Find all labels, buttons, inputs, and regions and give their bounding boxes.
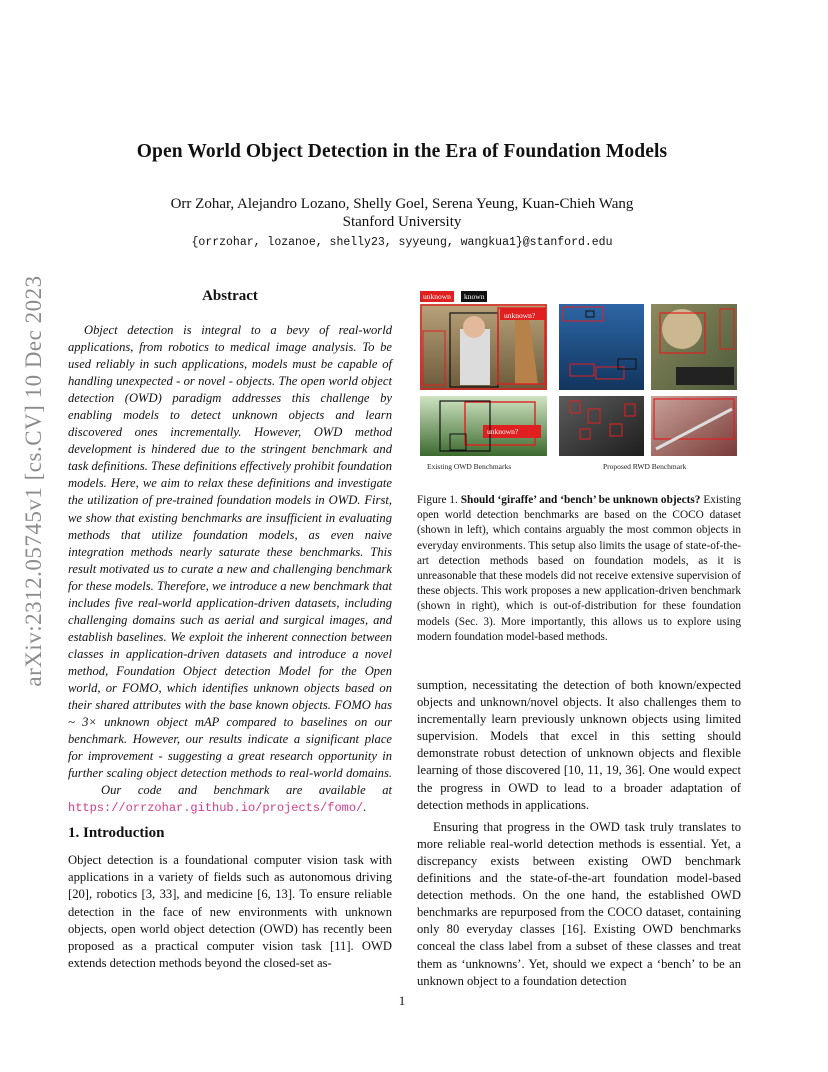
paper-title: Open World Object Detection in the Era of Foundation Models — [136, 141, 668, 162]
abstract-text: Object detection is integral to a bevy of real-world applications, from robotics to medical image analysis. To be used reliably in such applications, models must be capable of handling unexpected - or novel - objects. The open world object detection (OWD) paradigm addresses this challenge by enabling models to detect unknown objects and learn discovered ones incrementally. However, OWD method development is hindered due to the stringent benchmark and task definitions. These definitions effectively prohibit foundation models. Here, we aim to relax these definitions and investigate the utilization of pre-trained foundation models in OWD. First, we show that existing benchmarks are insufficient in evaluating methods that utilize foundation models, as even naive integration methods nearly saturate these benchmarks. This result motivated us to curate a new and challenging benchmark for these models. Therefore, we introduce a new benchmark that includes five real-world application-driven datasets, including challenging domains such as aerial and surgical images, and establish baselines. We exploit the inherent connection between classes in application-driven datasets and introduce a novel method, Foundation Object detection Model for the Open world, or FOMO, which identifies unknown objects based on their shared attributes with the base known objects. FOMO has ~ 3× unknown object mAP compared to baselines on our benchmark. However, our results indicate a significant place for improvement - suggesting a great research opportunity in further scaling object detection methods to real-world domains. — [68, 323, 392, 781]
box-label-unknown-1: unknown? — [504, 311, 536, 320]
figure-right-label: Proposed RWD Benchmark — [603, 462, 687, 471]
abstract-code-text: Our code and benchmark are available at — [101, 783, 393, 798]
rwd-image-aerial — [651, 304, 737, 390]
rwd-image-surgical — [651, 396, 737, 456]
project-url-link[interactable]: https://orrzohar.github.io/projects/fomo/ — [68, 801, 364, 816]
author-list: Orr Zohar, Alejandro Lozano, Shelly Goel, Serena Yeung, Kuan-Chieh Wang — [170, 196, 634, 212]
abstract-heading: Abstract — [202, 288, 258, 304]
tag-unknown: unknown — [420, 291, 454, 302]
figure-images — [420, 289, 741, 475]
author-emails: {orrzohar, lozanoe, shelly23, syyeung, wangkua1}@stanford.edu — [191, 236, 613, 249]
right-paragraph-1: sumption, necessitating the detection of both known/expected objects and unknown/novel objects. It also challenges them to incrementally learn previously unknown objects using limited supervision. Models that excel in this setting should demonstrate robust detection of unknown objects and flexible learning of those discovered [10, 11, 19, 36]. One would expect the progress in OWD to lead to a broader adaptation of detection methods in applications. — [417, 678, 741, 812]
caption-bold: Should ‘giraffe’ and ‘bench’ be unknown objects? — [460, 494, 701, 506]
rwd-image-aquarium — [559, 304, 644, 390]
caption-prefix: Figure 1. — [417, 494, 458, 506]
box-label-unknown-2: unknown? — [487, 427, 519, 436]
right-paragraph-2: Ensuring that progress in the OWD task truly translates to more reliable real-world detection methods is essential. Yet, a discrepancy exists between existing OWD benchmark definitions and the state-of-the-art foundation model-based detection methods. On the one hand, the established OWD benchmarks are repurposed from the COCO dataset, containing only 80 everyday classes [16]. Existing OWD benchmarks conceal the class label from a subset of these classes and treat them as ‘unknowns’. Yet, should we expect a ‘bench’ to be an unknown object to a foundation detection — [417, 819, 741, 988]
arxiv-identifier: arXiv:2312.05745v1 [cs.CV] 10 Dec 2023 — [21, 275, 46, 687]
figure-1 — [420, 289, 741, 475]
page-number: 1 — [398, 993, 406, 1008]
intro-heading: 1. Introduction — [68, 825, 165, 841]
right-column-body — [417, 677, 741, 990]
figure-left-label: Existing OWD Benchmarks — [427, 462, 512, 471]
intro-body: Object detection is a foundational computer vision task with applications in a variety of fields such as autonomous driving [20], robotics [3, 33], and medicine [6, 13]. To ensure reliable detection in the face of new environments with unknown objects, open world object detection (OWD) has recently been proposed as a practical computer vision task [11]. OWD extends detection methods beyond the closed-set as- — [68, 853, 392, 971]
tag-known: known — [461, 291, 487, 302]
figure-caption — [417, 493, 741, 645]
affiliation: Stanford University — [342, 214, 462, 230]
rwd-image-xray — [559, 396, 644, 456]
abstract-body: Object detection is integral to a bevy of real-world applications, from robotics to medical image analysis. To be used reliably in such applications, models must be capable of handling unexpected - or novel - objects. The open world object detection (OWD) paradigm addresses this challenge by enabling models to detect unknown objects and learn discovered ones incrementally. However, OWD method development is hindered due to the stringent benchmark and task definitions. These definitions effectively prohibit foundation models. Here, we aim to relax these definitions and investigate the utilization of pre-trained foundation models in OWD. First, we show that existing benchmarks are insufficient in evaluating methods that utilize foundation models, as even naive integration methods nearly saturate these benchmarks. This result motivated us to curate a new and challenging benchmark for these models. Therefore, we introduce a new benchmark that includes five real-world application-driven datasets, including challenging domains such as aerial and surgical images, and establish baselines. We exploit the inherent connection between classes in application-driven datasets and introduce a novel method, Foundation Object detection Model for the Open world, or FOMO, which identifies unknown objects based on their shared attributes with the base known objects. FOMO has ~ 3× unknown object mAP compared to baselines on our benchmark. However, our results indicate a significant place for improvement - suggesting a great research opportunity in further scaling object detection methods to real-world domains. Our code and benchmark are available at https://orrzohar.github.io/projects/fomo/. — [68, 323, 393, 816]
caption-text: Existing open world detection benchmarks are based on the COCO dataset (shown in left), which contains arguably the most common objects in everyday environments. This setup also limits the usage of state-of-the-art detection methods based on foundation models, as it is unreasonable that these models did not receive extensive supervision of these objects. This work proposes a new application-driven benchmark (shown in right), which is out-of-distribution for these foundation models (Sec. 3). More importantly, this allows us to explore using modern foundation model-based methods. — [417, 494, 742, 643]
